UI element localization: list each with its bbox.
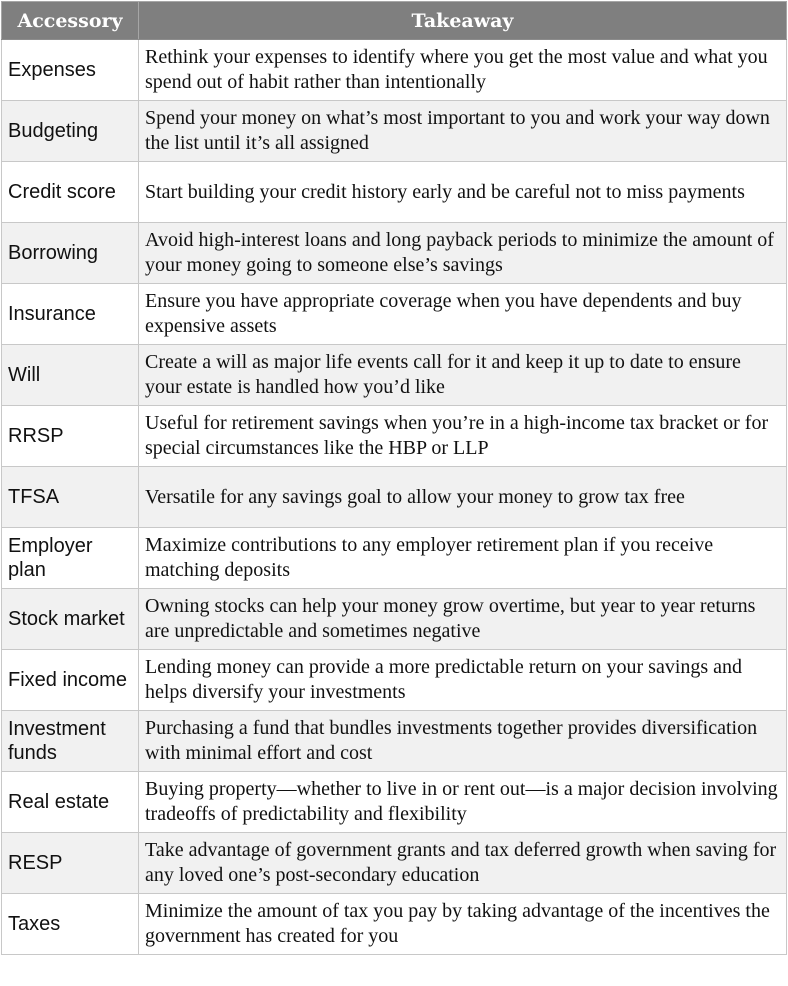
accessory-cell: Budgeting bbox=[2, 101, 139, 162]
table-row bbox=[2, 833, 787, 894]
table-row bbox=[2, 589, 787, 650]
takeaway-cell: Versatile for any savings goal to allow your money to grow tax free bbox=[139, 467, 787, 528]
table-row bbox=[2, 345, 787, 406]
table-row bbox=[2, 406, 787, 467]
column-header-takeaway: Takeaway bbox=[139, 2, 787, 40]
accessory-cell: Investment funds bbox=[2, 711, 139, 772]
takeaway-cell: Buying property—whether to live in or rent out—is a major decision involving tradeoffs of predictability and flexibility bbox=[139, 772, 787, 833]
table-row bbox=[2, 650, 787, 711]
table-row bbox=[2, 101, 787, 162]
takeaway-cell: Lending money can provide a more predictable return on your savings and helps diversify your investments bbox=[139, 650, 787, 711]
accessory-cell: Insurance bbox=[2, 284, 139, 345]
takeaway-cell: Purchasing a fund that bundles investments together provides diversification with minimal effort and cost bbox=[139, 711, 787, 772]
takeaway-cell: Owning stocks can help your money grow overtime, but year to year returns are unpredictable and sometimes negative bbox=[139, 589, 787, 650]
accessory-cell: Credit score bbox=[2, 162, 139, 223]
takeaway-cell: Take advantage of government grants and tax deferred growth when saving for any loved one’s post-secondary education bbox=[139, 833, 787, 894]
accessory-cell: RRSP bbox=[2, 406, 139, 467]
takeaway-cell: Useful for retirement savings when you’re in a high-income tax bracket or for special circumstances like the HBP or LLP bbox=[139, 406, 787, 467]
takeaway-cell: Create a will as major life events call for it and keep it up to date to ensure your estate is handled how you’d like bbox=[139, 345, 787, 406]
takeaway-cell: Avoid high-interest loans and long payback periods to minimize the amount of your money going to someone else’s savings bbox=[139, 223, 787, 284]
accessory-cell: Employer plan bbox=[2, 528, 139, 589]
accessory-cell: Stock market bbox=[2, 589, 139, 650]
accessory-cell: Fixed income bbox=[2, 650, 139, 711]
column-header-accessory: Accessory bbox=[2, 2, 139, 40]
table-row bbox=[2, 40, 787, 101]
takeaways-table bbox=[1, 1, 787, 955]
takeaway-cell: Spend your money on what’s most important to you and work your way down the list until it’s all assigned bbox=[139, 101, 787, 162]
table-row bbox=[2, 711, 787, 772]
takeaway-cell: Rethink your expenses to identify where you get the most value and what you spend out of habit rather than intentionally bbox=[139, 40, 787, 101]
table-row bbox=[2, 284, 787, 345]
accessory-cell: Taxes bbox=[2, 894, 139, 955]
takeaway-cell: Ensure you have appropriate coverage when you have dependents and buy expensive assets bbox=[139, 284, 787, 345]
takeaway-cell: Minimize the amount of tax you pay by taking advantage of the incentives the government has created for you bbox=[139, 894, 787, 955]
table-row bbox=[2, 528, 787, 589]
takeaway-cell: Maximize contributions to any employer retirement plan if you receive matching deposits bbox=[139, 528, 787, 589]
header-row bbox=[2, 2, 787, 40]
accessory-cell: Borrowing bbox=[2, 223, 139, 284]
accessory-cell: Real estate bbox=[2, 772, 139, 833]
table-row bbox=[2, 223, 787, 284]
accessory-cell: TFSA bbox=[2, 467, 139, 528]
takeaway-cell: Start building your credit history early and be careful not to miss payments bbox=[139, 162, 787, 223]
accessory-cell: RESP bbox=[2, 833, 139, 894]
accessory-cell: Expenses bbox=[2, 40, 139, 101]
table-row bbox=[2, 894, 787, 955]
accessory-cell: Will bbox=[2, 345, 139, 406]
table-row bbox=[2, 772, 787, 833]
table-row bbox=[2, 162, 787, 223]
table-row bbox=[2, 467, 787, 528]
